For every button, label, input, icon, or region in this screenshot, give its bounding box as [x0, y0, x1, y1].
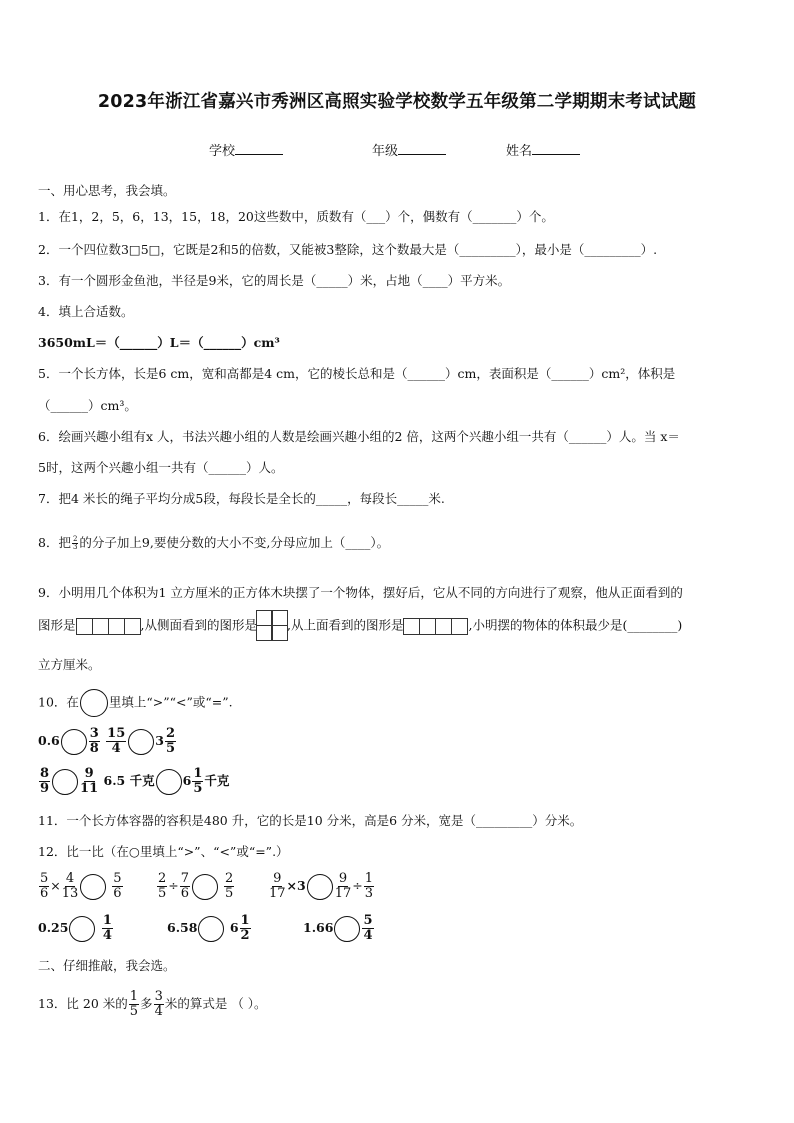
- question-6-line-2: 5时，这两个兴趣小组一共有（______）人。: [38, 460, 284, 475]
- q13-fraction-2: $\frac{3}{4}$: [154, 989, 163, 1019]
- compare-circle-3[interactable]: [52, 769, 78, 795]
- name-field: [506, 140, 580, 159]
- question-3: 3．有一个圆形金鱼池，半径是9米，它的周长是（_____）米，占地（____）平方米。: [38, 273, 511, 288]
- question-12-title: 12．比一比（在○里填上“>”、“<”或“=”.）: [38, 844, 289, 859]
- compare-circle-8[interactable]: [69, 916, 95, 942]
- q9-side-label: ,从侧面看到的图形是: [140, 617, 257, 633]
- q12-row-2-item-b: 6.58 6 $\frac{1}{2}$: [167, 913, 250, 943]
- q9-volume-label: ,小明摆的物体的体积最少是(________): [468, 617, 683, 633]
- question-6-line-1: 6．绘画兴趣小组有x 人，书法兴趣小组的人数是绘画兴趣小组的2 倍，这两个兴趣小组一共有（______）人。当 x＝: [38, 429, 680, 444]
- q10-r2-whole: 6: [182, 773, 192, 788]
- q8-fraction: [72, 536, 78, 551]
- q10-r2-fraction-1: $\frac{8}{9}$: [40, 766, 50, 796]
- compare-circle-9[interactable]: [198, 916, 224, 942]
- front-view-figure: [76, 618, 141, 635]
- q10-r2-fraction-3: $\frac{1}{5}$: [193, 766, 203, 796]
- question-10-row-2: [38, 767, 229, 796]
- compare-circle-6[interactable]: [192, 874, 218, 900]
- question-7: 7．把4 米长的绳子平均分成5段，每段长是全长的_____，每段长_____米.: [38, 491, 445, 506]
- compare-circle-5[interactable]: [80, 874, 106, 900]
- q12-row-1-item-b: $\frac{2}{5}$ ÷ $\frac{7}{6}$ $\frac{2}{5}$: [158, 871, 234, 901]
- q8-numerator: 2: [72, 535, 78, 543]
- compare-circle-1[interactable]: [61, 729, 87, 755]
- q10-r2-unit: 千克: [204, 773, 230, 788]
- q13-prefix: 13．比 20 米的: [38, 996, 128, 1011]
- q10-suffix: 里填上“>”“<”或“=”.: [108, 694, 233, 710]
- q12-row-2-item-a: 0.25 $\frac{1}{4}$: [38, 913, 112, 943]
- question-10-row-1: [38, 727, 177, 756]
- q10-r1-fraction-2: $\frac{15}{4}$: [107, 726, 126, 756]
- q10-r1-fraction-3: $\frac{2}{5}$: [165, 726, 175, 756]
- top-view-figure: [403, 618, 468, 635]
- q12-row-2-item-c: 1.66 $\frac{5}{4}$: [303, 913, 373, 943]
- grade-field: [372, 140, 446, 159]
- q9-front-label: 图形是: [38, 617, 76, 633]
- q13-suffix: 米的算式是 （ ）。: [164, 996, 267, 1011]
- q8-denominator: 3: [72, 543, 78, 551]
- grade-blank[interactable]: [398, 142, 446, 155]
- q10-r2-weight-a: 6.5 千克: [103, 773, 155, 788]
- section-2-heading: 二、仔细推敲，我会选。: [38, 958, 176, 973]
- question-2: 2．一个四位数3□5□，它既是2和5的倍数，又能被3整除，这个数最大是（_________），最小是（_________）.: [38, 242, 658, 257]
- q8-prefix: 8．把: [38, 535, 71, 550]
- side-view-figure: [257, 611, 287, 641]
- question-4: 4．填上合适数。: [38, 304, 134, 319]
- q10-r1-fraction-1: $\frac{3}{8}$: [89, 726, 99, 756]
- q10-r1-value-a: 0.6: [38, 733, 60, 748]
- question-9-line-3: 立方厘米。: [38, 657, 101, 672]
- question-11: 11．一个长方体容器的容积是480 升，它的长是10 分米，高是6 分米，宽是（_________）分米。: [38, 813, 583, 828]
- q10-r2-fraction-2: $\frac{9}{11}$: [80, 766, 99, 796]
- q12-row-1-item-a: $\frac{5}{6}$ × $\frac{4}{13}$ $\frac{5}{6}$: [40, 871, 122, 901]
- grade-label: 年级: [372, 144, 399, 159]
- q10-r1-whole: 3: [155, 733, 164, 748]
- q10-prefix: 10．在: [38, 694, 79, 710]
- question-5-line-1: 5．一个长方体，长是6 cm，宽和高都是4 cm，它的棱长总和是（______）cm，表面积是（______）cm²，体积是: [38, 366, 676, 381]
- school-blank[interactable]: [235, 142, 283, 155]
- question-10: [38, 689, 233, 717]
- compare-circle-7[interactable]: [307, 874, 333, 900]
- school-label: 学校: [209, 144, 236, 159]
- question-4-conversion: 3650mL＝（______）L＝（______）cm³: [38, 335, 280, 350]
- school-field: [209, 140, 283, 159]
- question-9-line-2: [38, 611, 682, 641]
- q12-row-1-item-c: $\frac{9}{17}$ ×3 $\frac{9}{17}$ ÷ $\frac{1}{3}$: [269, 871, 374, 901]
- compare-circle-icon: [80, 689, 108, 717]
- compare-circle-10[interactable]: [334, 916, 360, 942]
- compare-circle-4[interactable]: [156, 769, 182, 795]
- q9-top-label: ,从上面看到的图形是: [287, 617, 404, 633]
- question-8: [38, 533, 389, 551]
- question-1: 1．在1，2，5，6，13，15，18，20这些数中，质数有（___）个，偶数有（_______）个。: [38, 209, 554, 224]
- question-9-line-1: 9．小明用几个体积为1 立方厘米的正方体木块摆了一个物体，摆好后，它从不同的方向进行了观察，他从正面看到的: [38, 585, 683, 600]
- name-label: 姓名: [506, 144, 533, 159]
- q8-suffix: 的分子加上9,要使分数的大小不变,分母应加上（____）。: [79, 535, 390, 550]
- section-1-heading: 一、用心思考，我会填。: [38, 183, 176, 198]
- q13-fraction-1: $\frac{1}{5}$: [129, 989, 139, 1019]
- q13-mid: 多: [140, 996, 153, 1011]
- name-blank[interactable]: [532, 142, 580, 155]
- question-13: [38, 990, 267, 1019]
- exam-title: 2023年浙江省嘉兴市秀洲区高照实验学校数学五年级第二学期期末考试试题: [97, 92, 697, 112]
- question-5-line-2: （______）cm³。: [38, 398, 137, 413]
- compare-circle-2[interactable]: [128, 729, 154, 755]
